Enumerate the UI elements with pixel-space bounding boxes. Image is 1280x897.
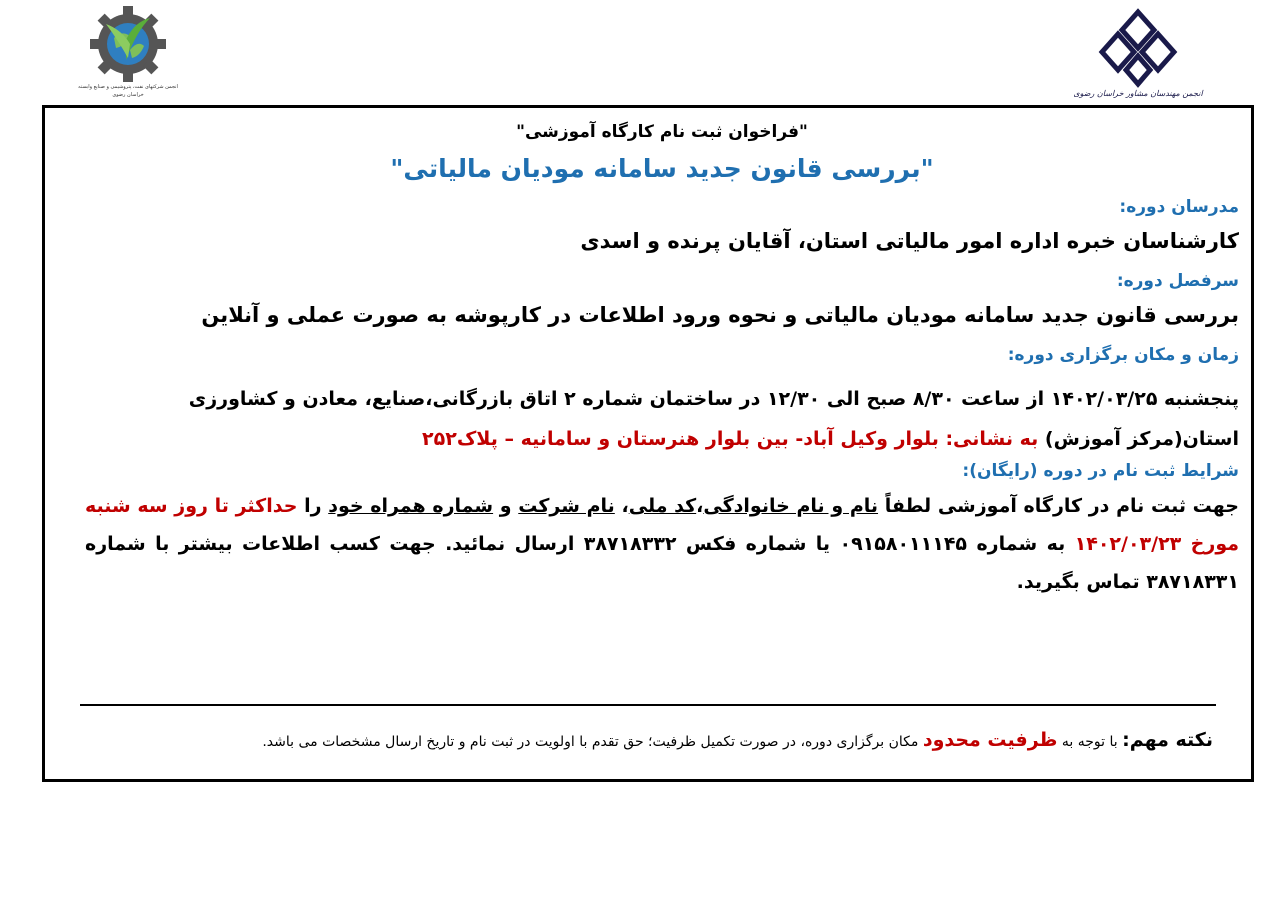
main-title: "بررسی قانون جدید سامانه مودیان مالیاتی" [390, 154, 934, 183]
reg-field-mobile: شماره همراه خود [328, 495, 494, 517]
important-note [85, 728, 1213, 754]
schedule-heading: زمان و مکان برگزاری دوره: [1007, 345, 1239, 365]
reg-part: را [297, 495, 329, 517]
left-logo [80, 4, 176, 100]
note-part: با توجه به [1057, 734, 1123, 750]
reg-field-company: نام شرکت [518, 495, 615, 517]
diamond-lattice-logo [1073, 6, 1203, 102]
schedule-address: به نشانی: بلوار وکیل آباد- بین بلوار هنرستان و سامانیه – پلاک۲۵۲ [422, 428, 1045, 450]
schedule-line-1: پنجشنبه ۱۴۰۲/۰۳/۲۵ از ساعت ۸/۳۰ صبح الی ۱۲/۳۰ در ساختمان شماره ۲ اتاق بازرگانی،صنایع، معادن و کشاورزی [188, 388, 1239, 410]
divider [80, 704, 1216, 706]
reg-part: ، [614, 495, 629, 517]
registration-text [85, 487, 1239, 601]
syllabus-text: بررسی قانون جدید سامانه مودیان مالیاتی و نحوه ورود اطلاعات در کارپوشه به صورت عملی و آنلاین [201, 303, 1239, 327]
reg-contact: به شماره ۰۹۱۵۸۰۱۱۱۴۵ یا شماره فکس ۳۸۷۱۸۳۳۲ ارسال نمائید. جهت کسب اطلاعات بیشتر با شماره ۳۸۷۱۸۳۳۱ تماس بگیرید. [85, 533, 1239, 593]
reg-field-national-code: کد ملی [628, 495, 697, 517]
svg-text:خراسان رضوی: خراسان رضوی [112, 92, 144, 98]
instructors-text: کارشناسان خبره اداره امور مالیاتی استان، آقایان پرنده و اسدی [580, 229, 1239, 253]
syllabus-heading: سرفصل دوره: [1116, 271, 1239, 291]
instructors-heading: مدرسان دوره: [1119, 197, 1239, 217]
svg-text:انجمن مهندسان مشاور خراسان رضو: انجمن مهندسان مشاور خراسان رضوی [1073, 89, 1203, 98]
announcement-frame [42, 105, 1254, 782]
call-title: "فراخوان ثبت نام کارگاه آموزشی" [516, 122, 808, 142]
note-part: مکان برگزاری دوره، در صورت تکمیل ظرفیت؛ حق تقدم با اولویت در ثبت نام و تاریخ ارسال مشخصات می باشد. [262, 734, 923, 750]
reg-part: جهت ثبت نام در کارگاه آموزشی لطفاً [878, 495, 1240, 517]
schedule-venue: استان(مرکز آموزش) [1044, 428, 1239, 450]
right-logo [1073, 6, 1203, 102]
schedule-line-2 [85, 423, 1239, 455]
reg-part: و [493, 495, 519, 517]
announcement-content [85, 114, 1239, 601]
note-label: نکته مهم: [1122, 729, 1213, 751]
registration-heading: شرایط ثبت نام در دوره (رایگان): [962, 461, 1239, 481]
note-emphasis: ظرفیت محدود [922, 729, 1058, 751]
gear-leaf-globe-logo [80, 4, 176, 100]
reg-deadline: حداکثر تا روز سه شنبه مورخ ۱۴۰۲/۰۳/۲۳ [85, 495, 1239, 555]
reg-part: ، [696, 495, 704, 517]
reg-field-name: نام و نام خانوادگی [703, 495, 879, 517]
svg-text:انجمن شرکتهای نفت، پتروشیمی و: انجمن شرکتهای نفت، پتروشیمی و صنایع وابسته [78, 84, 178, 90]
